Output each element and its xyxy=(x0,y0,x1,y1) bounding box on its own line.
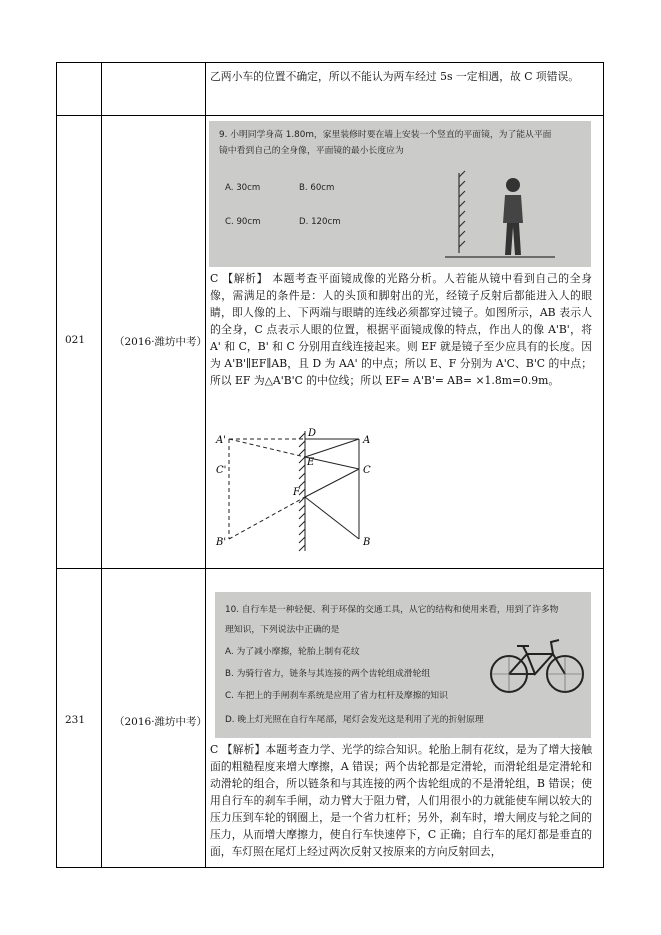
question-10-line-1: 10. 自行车是一种轻便、利于环保的交通工具，从它的结构和使用来看，用到了许多物 xyxy=(225,605,559,615)
option-b: B. 60cm xyxy=(299,183,335,193)
label-a-prime: A' xyxy=(216,435,226,446)
label-c: C xyxy=(363,465,371,476)
label-f: F xyxy=(293,487,300,498)
label-b-prime: B' xyxy=(216,537,227,548)
question-10-photo xyxy=(215,592,591,738)
option-c: C. 90cm xyxy=(225,217,261,227)
label-d: D xyxy=(308,428,317,439)
answer-table xyxy=(56,62,604,868)
option-d: D. 晚上灯光照在自行车尾部，尾灯会发光这是利用了光的折射原理 xyxy=(225,715,484,725)
label-a: A xyxy=(363,435,371,446)
label-b: B xyxy=(363,537,371,548)
question-10-analysis: C 【解析】本题考查力学、光学的综合知识。轮胎上制有花纹，是为了增大接触面的粗糙程度来增大摩擦，A 错误；两个齿轮都是定滑轮，而滑轮组是定滑轮和动滑轮的组合，所以链条和与其连接的两个齿轮组成的不是滑轮组，B 错误；使用自行车的刹车手闸，动力臂大于阻力臂，人们用很小的力就能使车闸以较大的压力压到车轮的钢圈上，是一个省力杠杆；另外，刹车时，增大闸皮与轮之间的压力，从而增大摩擦力，使自行车快速停下，C 正确；自行车的尾灯都是垂直的面，车灯照在尾灯上经过两次反射又按原来的方向反射回去， xyxy=(210,743,592,858)
question-9-line-1: 9. 小明同学身高 1.80m，家里装修时要在墙上安装一个竖直的平面镜，为了能从平面 xyxy=(219,130,552,140)
question-9-line-2: 镜中看到自己的全身像，平面镜的最小长度应为 xyxy=(219,146,404,156)
question-source: （2016·潍坊中考） xyxy=(114,716,208,728)
question-10-line-2: 理知识，下列说法中正确的是 xyxy=(225,625,340,635)
table-row-3 xyxy=(57,569,603,869)
question-9-photo xyxy=(209,121,591,267)
option-b: B. 为骑行省力，链条与其连接的两个齿轮组成滑轮组 xyxy=(225,669,431,679)
option-a: A. 30cm xyxy=(225,183,261,193)
option-a: A. 为了减小摩擦，轮胎上制有花纹 xyxy=(225,647,360,657)
question-source: （2016·潍坊中考） xyxy=(114,336,208,348)
table-row-1 xyxy=(57,63,603,116)
label-e: E xyxy=(307,457,315,468)
question-number: 021 xyxy=(65,334,86,346)
bicycle-illustration xyxy=(487,634,587,698)
option-d: D. 120cm xyxy=(299,217,341,227)
table-row-2 xyxy=(57,116,603,569)
row1-analysis-text: 乙两小车的位置不确定，所以不能认为两车经过 5s 一定相遇，故 C 项错误。 xyxy=(210,70,580,83)
label-c-prime: C' xyxy=(216,465,227,476)
question-9-analysis: C 【解析】 本题考查平面镜成像的光路分析。人若能从镜中看到自己的全身像，需满足的条件是：人的头顶和脚射出的光，经镜子反射后都能进入人的眼睛，即人像的上、下两端与眼睛的连线必须都穿过镜子。如图所示，AB 表示人的全身，C 点表示人眼的位置，根据平面镜成像的特点，作出人的像 A'B'，将 A' 和 C，B' 和 C 分别用直线连接起来。则 EF 就是镜子至少应具有的长度。因为 A'B'∥EF∥AB，且 D 为 AA' 的中点；所以 E、F 分别为 A'C、B'C 的中点；所以 EF 为△A'B'C 的中位线；所以 EF= A'B'= AB= ×1.8m=0.9m。 xyxy=(210,272,592,387)
question-number: 231 xyxy=(65,714,86,726)
mirror-ray-diagram xyxy=(209,427,399,555)
mirror-person-illustration xyxy=(439,165,559,265)
option-c: C. 车把上的手闸刹车系统是应用了省力杠杆及摩擦的知识 xyxy=(225,691,448,701)
